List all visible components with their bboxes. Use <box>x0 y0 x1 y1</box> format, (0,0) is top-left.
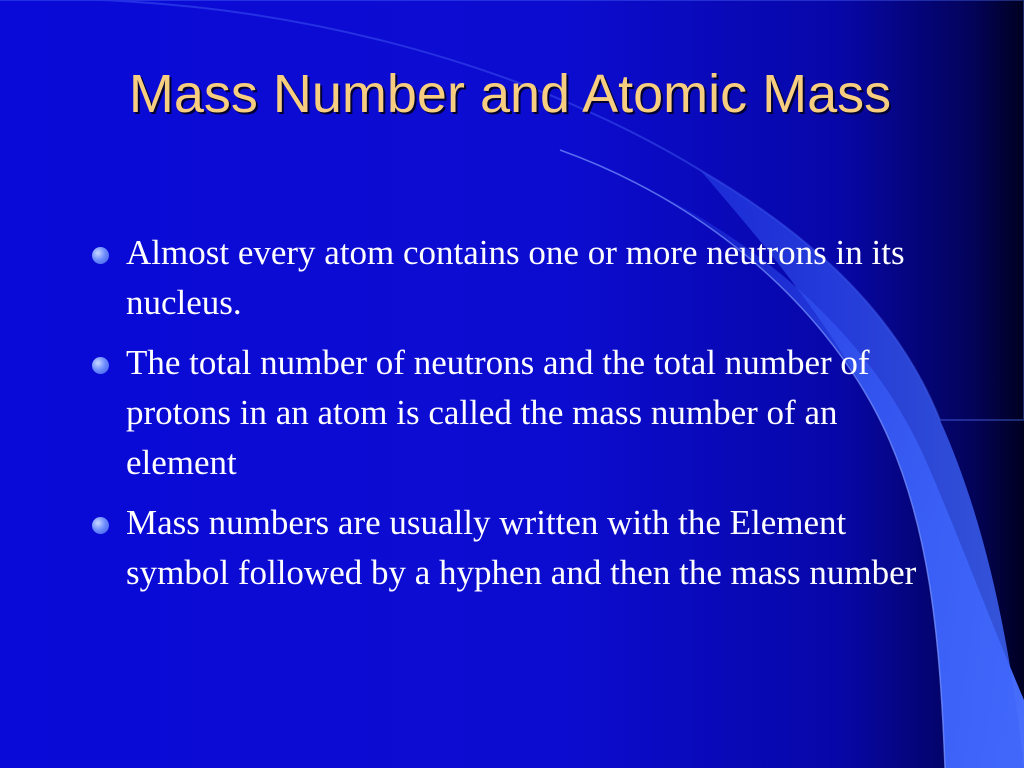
bullet-item <box>90 498 920 598</box>
slide-title: Mass Number and Atomic Mass <box>128 64 892 124</box>
bullet-item <box>90 228 920 328</box>
circle-bullet-icon <box>92 517 109 534</box>
bullet-text: The total number of neutrons and the total number of protons in an atom is called the mass number of an element <box>126 343 870 482</box>
circle-bullet-icon <box>92 357 109 374</box>
bullet-text: Mass numbers are usually written with the Element symbol followed by a hyphen and then the mass number <box>126 503 917 592</box>
circle-bullet-icon <box>92 247 109 264</box>
bullet-text: Almost every atom contains one or more neutrons in its nucleus. <box>126 233 905 322</box>
bullet-item <box>90 338 920 488</box>
bullet-list <box>90 228 920 608</box>
